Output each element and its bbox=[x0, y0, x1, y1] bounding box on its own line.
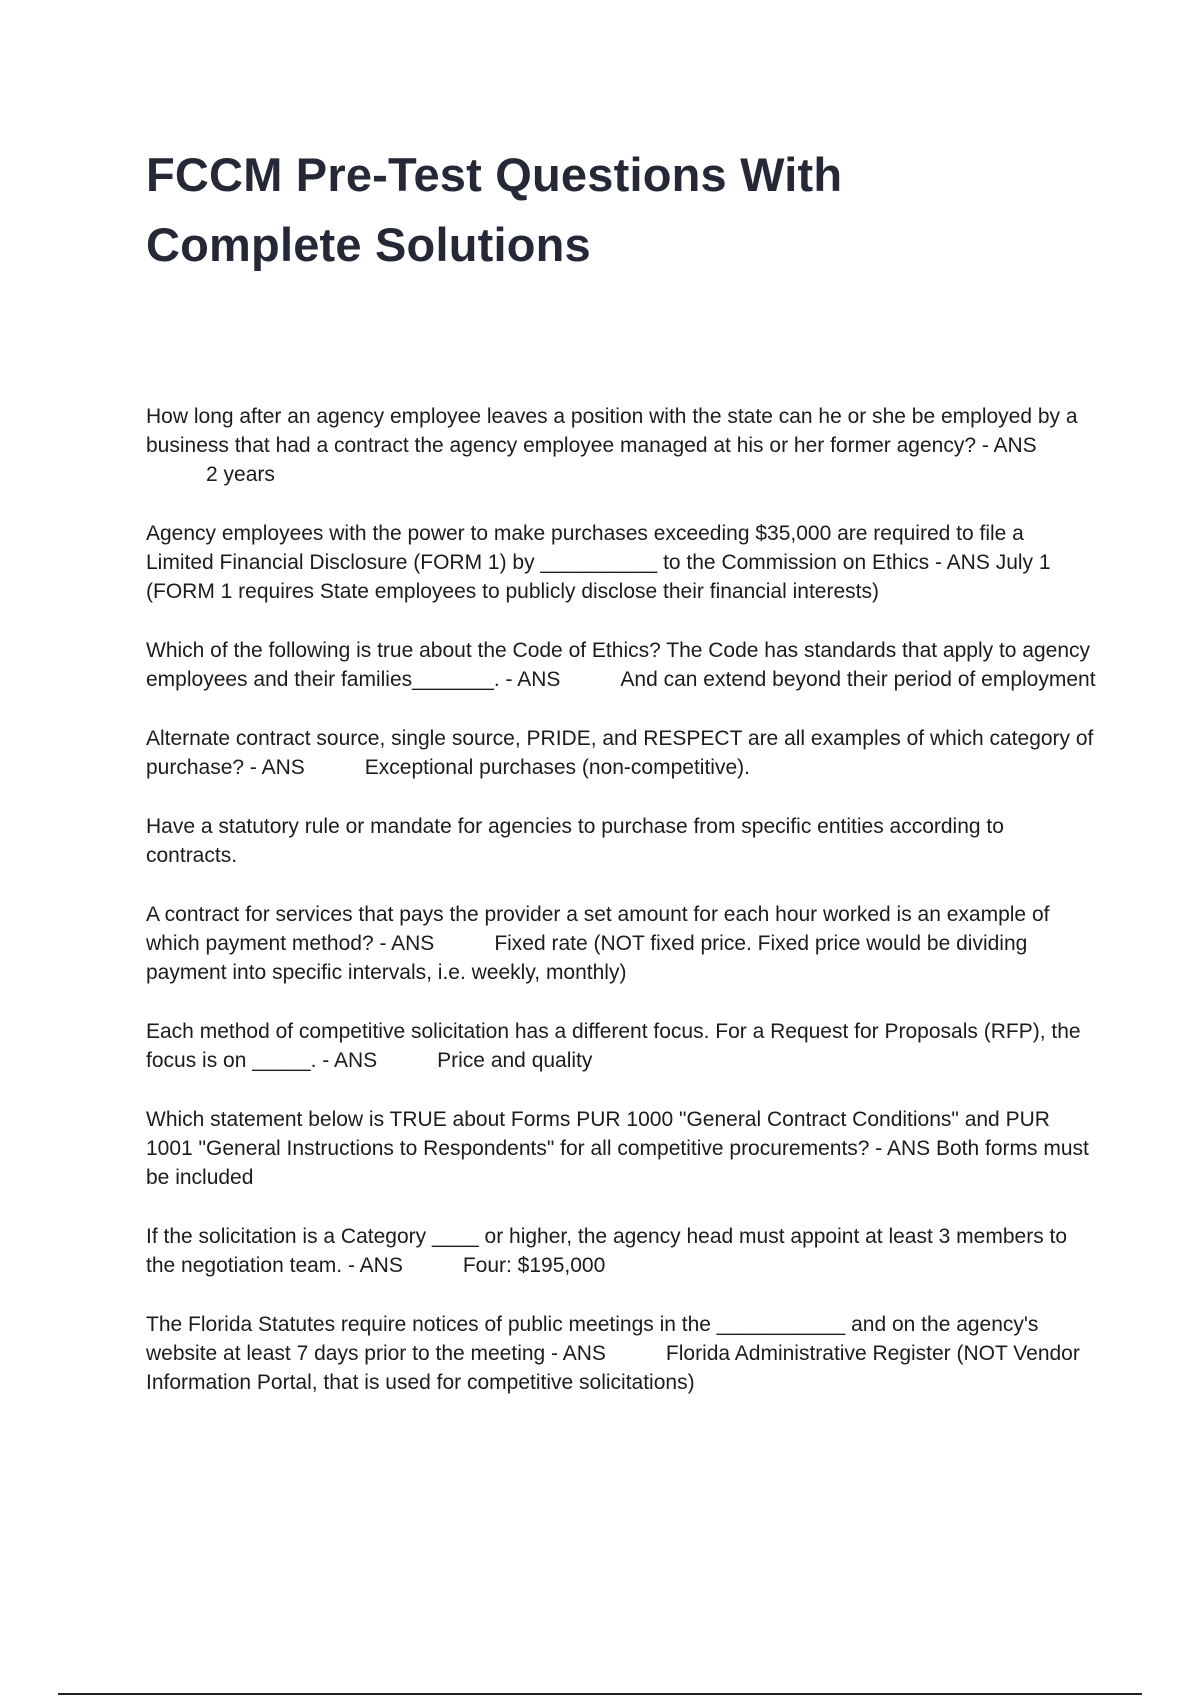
answer-text: Both forms must be included bbox=[146, 1137, 1089, 1189]
qa-item bbox=[146, 900, 1096, 987]
qa-item bbox=[146, 724, 1096, 782]
answer-text: Four: $195,000 bbox=[462, 1254, 606, 1277]
question-text: Alternate contract source, single source, PRIDE, and RESPECT are all examples of which category of purchase? - ANS bbox=[146, 727, 1094, 779]
question-text: Which of the following is true about the Code of Ethics? The Code has standards that apply to agency employees and their families_______. - ANS bbox=[146, 639, 1091, 691]
question-text: Agency employees with the power to make purchases exceeding $35,000 are required to file a Limited Financial Disclosure (FORM 1) by __________ to the Commission on Ethics - ANS bbox=[146, 522, 1024, 574]
page-title: FCCM Pre-Test Questions With Complete Solutions bbox=[146, 148, 843, 271]
qa-item bbox=[146, 519, 1096, 606]
question-text: Which statement below is TRUE about Forms PUR 1000 "General Contract Conditions" and PUR 1001 "General Instructions to Respondents" for all competitive procurements? - ANS bbox=[146, 1108, 1050, 1160]
answer-text: Florida Administrative Register (NOT Vendor Information Portal, that is used for competitive solicitations) bbox=[146, 1342, 1080, 1394]
question-text: If the solicitation is a Category ____ or higher, the agency head must appoint at least 3 members to the negotiation team. - ANS bbox=[146, 1225, 1068, 1277]
qa-item bbox=[146, 1017, 1096, 1075]
question-text: The Florida Statutes require notices of public meetings in the ___________ and on the agency's website at least 7 days prior to the meeting - ANS bbox=[146, 1313, 1039, 1365]
question-text: How long after an agency employee leaves a position with the state can he or she be employed by a business that had a contract the agency employee managed at his or her former agency? - ANS bbox=[146, 405, 1078, 457]
answer-text: Exceptional purchases (non-competitive). bbox=[364, 756, 750, 779]
qa-item bbox=[146, 1105, 1096, 1192]
answer-text: And can extend beyond their period of employment bbox=[620, 668, 1096, 691]
answer-text: Fixed rate (NOT fixed price. Fixed price would be dividing payment into specific intervals, i.e. weekly, monthly) bbox=[146, 932, 1028, 984]
qa-item bbox=[146, 402, 1096, 489]
qa-item bbox=[146, 636, 1096, 694]
question-text: Each method of competitive solicitation has a different focus. For a Request for Proposals (RFP), the focus is on _____. - ANS bbox=[146, 1020, 1081, 1072]
page-bottom-divider bbox=[58, 1693, 1142, 1695]
qa-item bbox=[146, 1310, 1096, 1397]
answer-text: Price and quality bbox=[437, 1049, 593, 1072]
qa-list bbox=[146, 402, 1096, 1427]
answer-text: July 1 (FORM 1 requires State employees to publicly disclose their financial interests) bbox=[146, 551, 1051, 603]
question-text: A contract for services that pays the provider a set amount for each hour worked is an example of which payment method? - ANS bbox=[146, 903, 1050, 955]
answer-text: 2 years bbox=[206, 463, 275, 486]
question-text: Have a statutory rule or mandate for agencies to purchase from specific entities according to contracts. bbox=[146, 815, 1004, 867]
qa-item bbox=[146, 812, 1096, 870]
qa-item bbox=[146, 1222, 1096, 1280]
